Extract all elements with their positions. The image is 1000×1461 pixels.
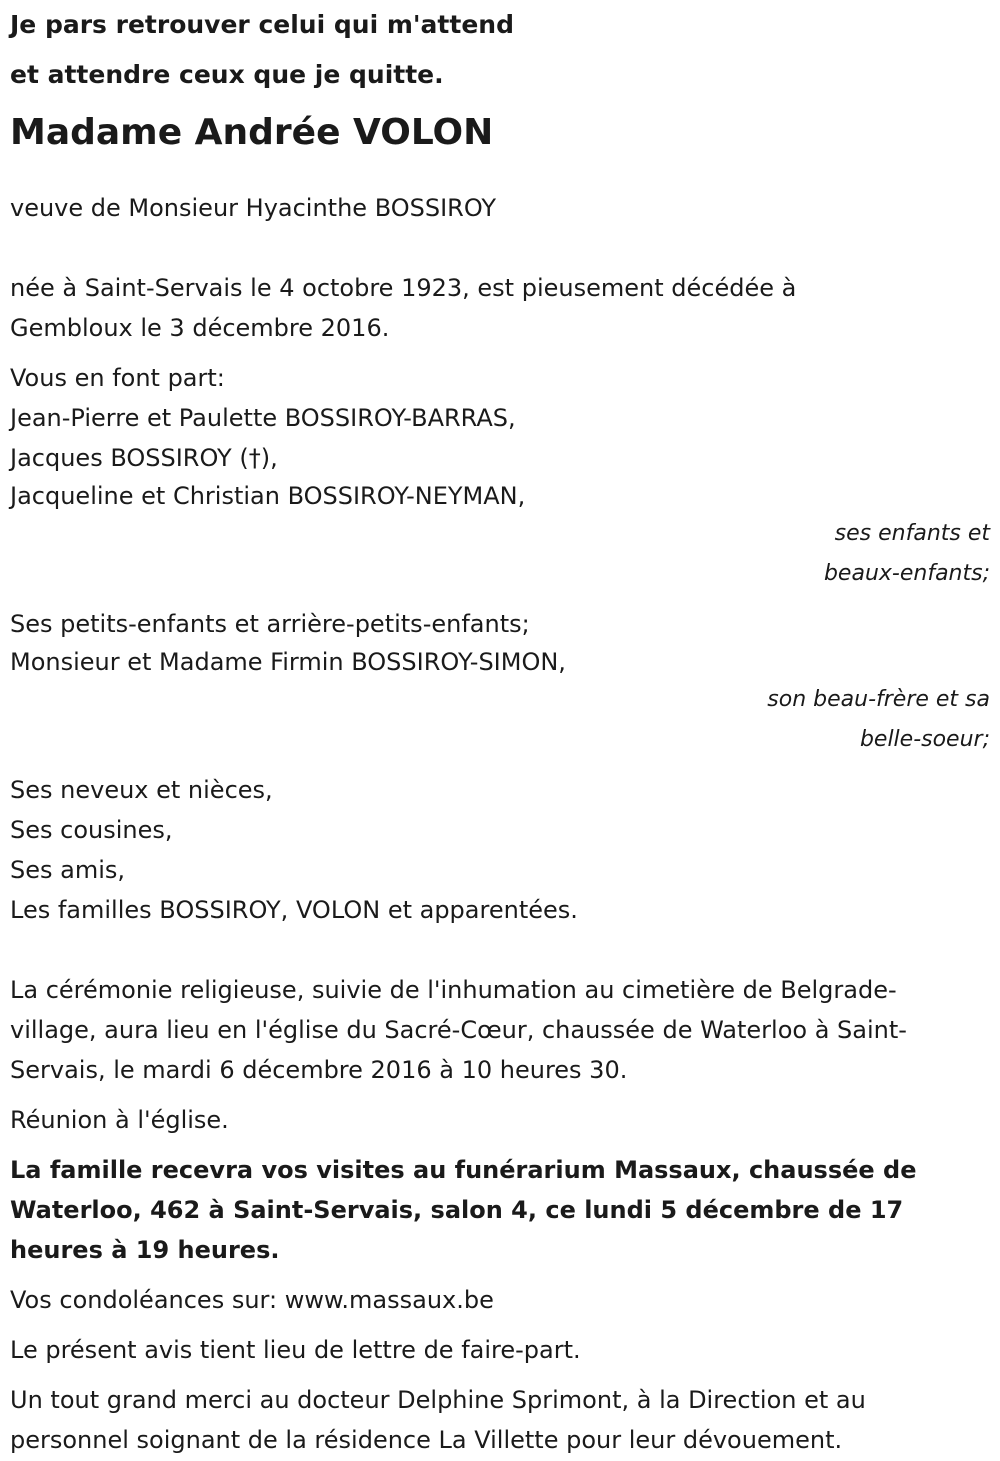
meeting-info: Réunion à l'église. <box>10 1106 229 1134</box>
other-relatives: Les familles BOSSIROY, VOLON et apparentées. <box>10 896 578 924</box>
ceremony-line: Servais, le mardi 6 décembre 2016 à 10 heures 30. <box>10 1056 628 1084</box>
quote-line-2: et attendre ceux que je quitte. <box>10 60 444 89</box>
birth-death-line-1: née à Saint-Servais le 4 octobre 1923, est pieusement décédée à <box>10 274 797 302</box>
child-entry: Jacques BOSSIROY (†), <box>10 444 278 472</box>
widow-of: veuve de Monsieur Hyacinthe BOSSIROY <box>10 194 497 222</box>
thanks-line: personnel soignant de la résidence La Villette pour leur dévouement. <box>10 1426 843 1454</box>
thanks-line: Un tout grand merci au docteur Delphine Sprimont, à la Direction et au <box>10 1386 866 1414</box>
child-entry: Jacqueline et Christian BOSSIROY-NEYMAN, <box>10 482 526 510</box>
notice-text: Le présent avis tient lieu de lettre de faire-part. <box>10 1336 581 1364</box>
in-laws: Monsieur et Madame Firmin BOSSIROY-SIMON, <box>10 648 566 676</box>
children-role-line-1: ses enfants et <box>834 521 990 546</box>
ceremony-line: village, aura lieu en l'église du Sacré-Cœur, chaussée de Waterloo à Saint- <box>10 1016 907 1044</box>
visits-line: Waterloo, 462 à Saint-Servais, salon 4, ce lundi 5 décembre de 17 <box>10 1196 904 1224</box>
obituary-notice <box>10 0 990 1460</box>
visits-line: heures à 19 heures. <box>10 1236 280 1264</box>
birth-death-line-2: Gembloux le 3 décembre 2016. <box>10 314 390 342</box>
ceremony-line: La cérémonie religieuse, suivie de l'inhumation au cimetière de Belgrade- <box>10 976 897 1004</box>
children-role-line-2: beaux-enfants; <box>823 561 990 586</box>
child-entry: Jean-Pierre et Paulette BOSSIROY-BARRAS, <box>10 404 516 432</box>
in-laws-role-line-2: belle-soeur; <box>859 727 990 752</box>
quote-line-1: Je pars retrouver celui qui m'attend <box>10 10 514 39</box>
other-relatives: Ses cousines, <box>10 816 173 844</box>
other-relatives: Ses neveux et nièces, <box>10 776 273 804</box>
visits-line: La famille recevra vos visites au funérarium Massaux, chaussée de <box>10 1156 917 1184</box>
condolences-link: Vos condoléances sur: www.massaux.be <box>10 1286 494 1314</box>
announcement-intro: Vous en font part: <box>10 364 225 392</box>
in-laws-role-line-1: son beau-frère et sa <box>767 687 990 712</box>
other-relatives: Ses amis, <box>10 856 126 884</box>
deceased-name: Madame Andrée VOLON <box>10 112 494 153</box>
grandchildren: Ses petits-enfants et arrière-petits-enfants; <box>10 610 530 638</box>
